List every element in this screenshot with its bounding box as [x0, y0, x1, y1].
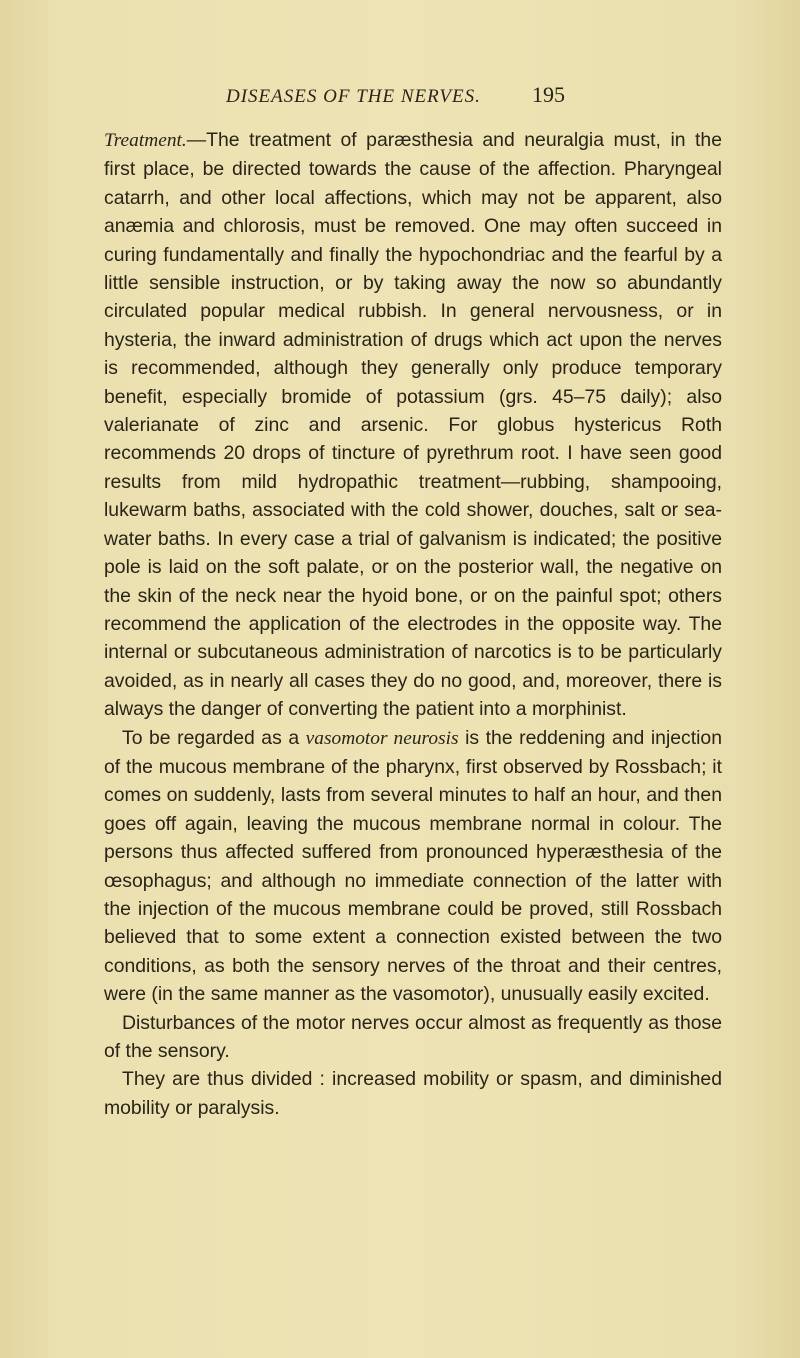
paragraph-text-after: is the reddening and injection of the mucous membrane of the pharynx, first observed by Rossbach; it comes on suddenly, lasts from several minutes to half an hour, and then goes off again, leaving the mucous membrane normal in colour. The persons thus affected suffered from pronounced hyperæsthesia of the œsophagus; and although no immediate connection of the latter with the injection of the mucous membrane could be proved, still Rossbach believed that to some extent a connection existed between the two conditions, as both the sensory nerves of the throat and their centres, were (in the same manner as the vasomotor), unusually easily excited.	[104, 726, 723, 1006]
page-number: 195	[532, 82, 565, 107]
paragraph-text: They are thus divided : increased mobility or spasm, and diminished mobility or paralysis.	[104, 1068, 722, 1119]
paragraph-motor-disturbances	[104, 1009, 722, 1066]
paragraph-treatment	[104, 126, 722, 724]
italic-term: vasomotor neurosis	[305, 727, 459, 749]
section-lead: Treatment.	[104, 130, 187, 151]
paragraph-divisions	[104, 1065, 722, 1122]
paragraph-vasomotor	[104, 724, 722, 1009]
paragraph-text: —The treatment of paræsthesia and neuralgia must, in the first place, be directed towards the cause of the affection. Pharyngeal catarrh, and other local affections, which may not be apparent, also anæmia and chlorosis, must be removed. One may often succeed in curing fundamentally and finally the hypochondriac and the fearful by a little sensible instruction, or by taking away the now so abundantly circulated popular medical rubbish. In general nervousness, or in hysteria, the inward administration of drugs which act upon the nerves is recommended, although they generally only produce temporary benefit, especially bromide of potassium (grs. 45–75 daily); also valerianate of zinc and arsenic. For globus hystericus Roth recommends 20 drops of tincture of pyrethrum root. I have seen good results from mild hydropathic treatment—rubbing, shampooing, lukewarm baths, associated with the cold shower, douches, salt or sea-water baths. In every case a trial of galvanism is indicated; the positive pole is laid on the soft palate, or on the posterior wall, the negative on the skin of the neck near the hyoid bone, or on the painful spot; others recommend the application of the electrodes in the opposite way. The internal or subcutaneous administration of narcotics is to be particularly avoided, as in nearly all cases they do no good, and, moreover, there is always the danger of converting the patient into a morphinist.	[104, 129, 722, 721]
body-text	[104, 126, 722, 1122]
running-head: DISEASES OF THE NERVES.	[226, 86, 481, 107]
paragraph-text-before: To be regarded as a	[122, 726, 306, 749]
paragraph-text: Disturbances of the motor nerves occur almost as frequently as those of the sensory.	[104, 1011, 722, 1062]
